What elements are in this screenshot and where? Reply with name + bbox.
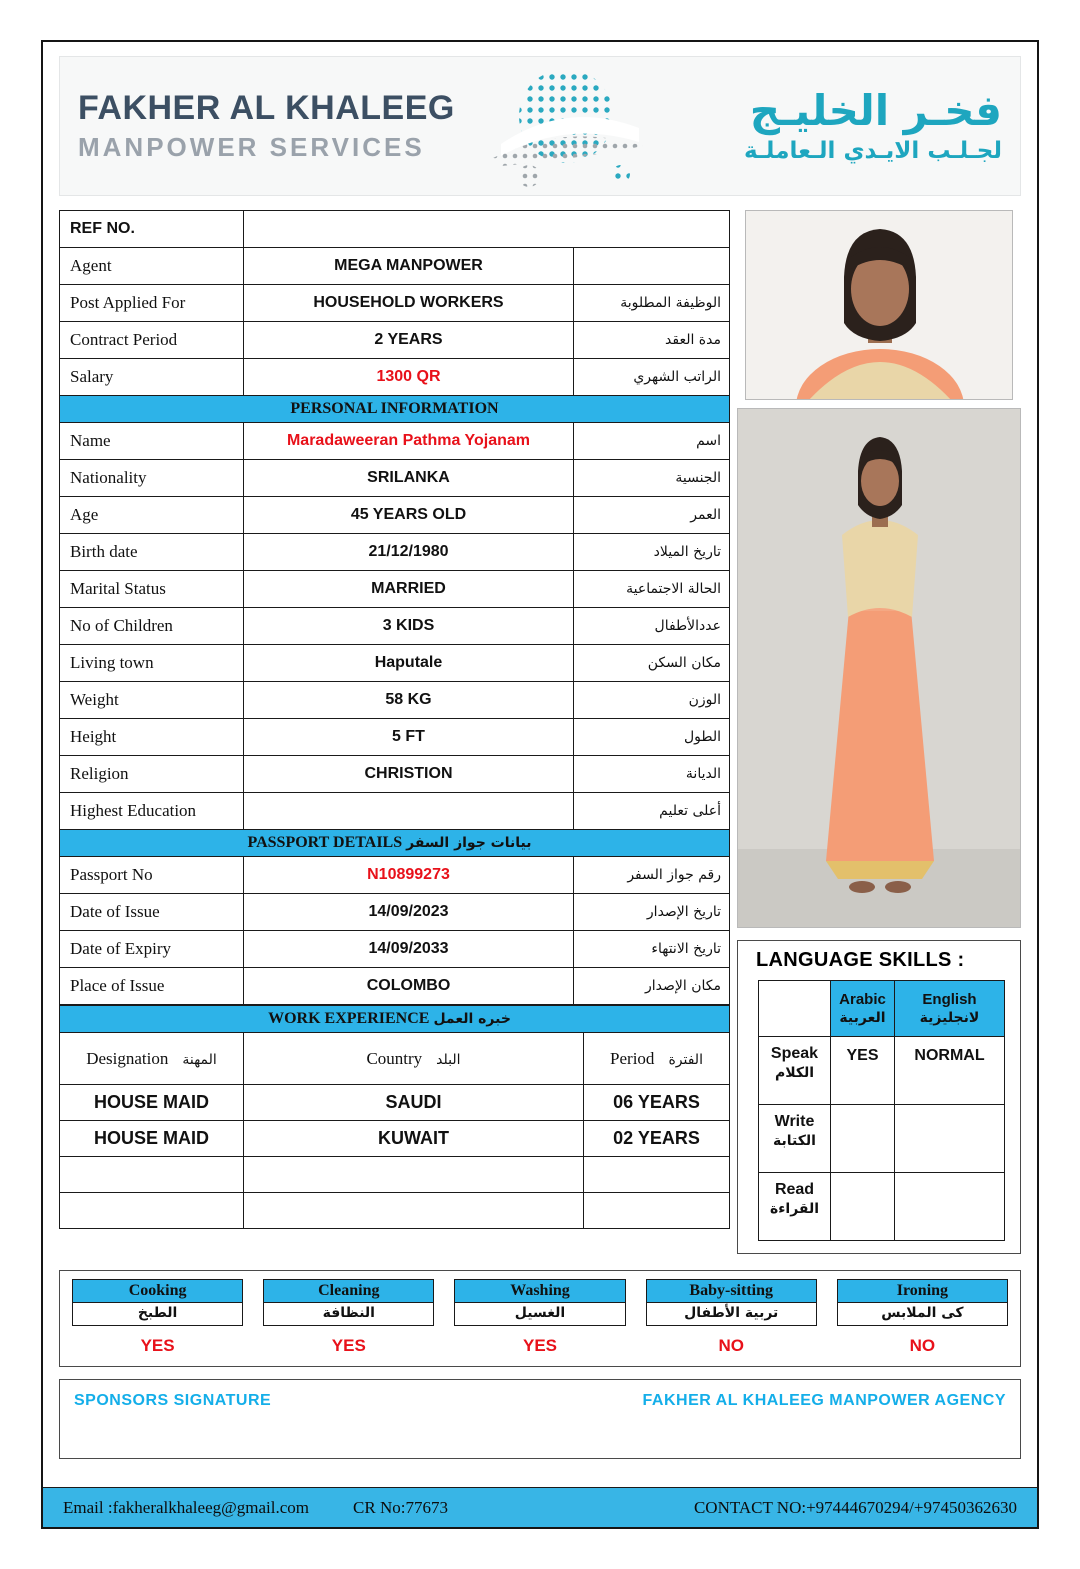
personal-rows: [60, 423, 730, 830]
work-country: [244, 1157, 584, 1193]
field-label-arabic: الوزن: [574, 682, 730, 719]
skill-value: YES: [522, 1336, 558, 1355]
field-label-arabic: تاريخ الانتهاء: [574, 931, 730, 968]
field-label-arabic: تاريخ الإصدار: [574, 894, 730, 931]
skill-name-arabic: الغسيل: [454, 1303, 625, 1326]
field-label: Agent: [60, 248, 244, 285]
work-experience-row: [60, 1193, 730, 1229]
table-row: [60, 359, 730, 396]
signature-section: [59, 1379, 1021, 1459]
field-value: N10899273: [244, 857, 574, 894]
table-row: [60, 719, 730, 756]
table-row: [60, 894, 730, 931]
language-column-english: English لانجليزية: [895, 981, 1005, 1037]
table-row: [60, 534, 730, 571]
field-value: HOUSEHOLD WORKERS: [244, 285, 574, 322]
work-period: [584, 1193, 730, 1229]
candidate-headshot-photo: [745, 210, 1013, 400]
field-label: Birth date: [60, 534, 244, 571]
field-label: Date of Issue: [60, 894, 244, 931]
language-table-corner: [759, 981, 831, 1037]
agency-name: FAKHER AL KHALEEG: [78, 89, 455, 127]
table-row: [60, 497, 730, 534]
field-label: No of Children: [60, 608, 244, 645]
field-label: Living town: [60, 645, 244, 682]
field-label-arabic: الحالة الاجتماعية: [574, 571, 730, 608]
field-label-arabic: [574, 248, 730, 285]
skill-name: Washing: [454, 1279, 625, 1303]
contact-footer: [43, 1487, 1037, 1527]
language-skill-label: Write الكتابة: [759, 1105, 831, 1173]
skill-name: Ironing: [837, 1279, 1008, 1303]
field-label: Age: [60, 497, 244, 534]
field-label-arabic: الطول: [574, 719, 730, 756]
top-rows: [60, 248, 730, 396]
skill-name-arabic: كى الملابس: [837, 1303, 1008, 1326]
table-row: [60, 857, 730, 894]
skill-value: YES: [331, 1336, 366, 1355]
dotted-globe-icon: [471, 62, 651, 190]
field-value: 2 YEARS: [244, 322, 574, 359]
work-period: 06 YEARS: [584, 1085, 730, 1121]
photo-column: [737, 210, 1021, 1254]
skill-column: [72, 1279, 243, 1364]
passport-rows: [60, 857, 730, 1005]
work-country: SAUDI: [244, 1085, 584, 1121]
language-skill-label: Speak الكلام: [759, 1037, 831, 1105]
table-row: [60, 793, 730, 830]
field-label-arabic: تاريخ الميلاد: [574, 534, 730, 571]
field-label-arabic: مكان السكن: [574, 645, 730, 682]
sponsors-signature-label: SPONSORS SIGNATURE: [74, 1392, 272, 1409]
work-header-period: Period الفترة: [584, 1033, 730, 1085]
field-value: CHRISTION: [244, 756, 574, 793]
main-content: [59, 210, 1021, 1254]
field-label-arabic: الجنسية: [574, 460, 730, 497]
work-header-designation: Designation المهنة: [60, 1033, 244, 1085]
language-skills-title: LANGUAGE SKILLS :: [756, 949, 965, 971]
work-period: [584, 1157, 730, 1193]
ref-no-row: [60, 211, 730, 248]
table-row: [60, 460, 730, 497]
field-label-arabic: مكان الإصدار: [574, 968, 730, 1005]
write-english-value: [895, 1105, 1005, 1173]
section-header-work: [60, 1006, 730, 1033]
work-rows: [60, 1085, 730, 1229]
work-period: 02 YEARS: [584, 1121, 730, 1157]
agency-logo-english: [78, 89, 455, 163]
language-row-speak: [759, 1037, 1005, 1105]
field-value: 45 YEARS OLD: [244, 497, 574, 534]
agency-header: [59, 56, 1021, 196]
field-value: 5 FT: [244, 719, 574, 756]
work-header-country: Country البلد: [244, 1033, 584, 1085]
work-experience-row: [60, 1157, 730, 1193]
field-value: Haputale: [244, 645, 574, 682]
agency-tagline-arabic: لجـلـب الايـدي الـعاملـة: [744, 138, 1002, 165]
field-label: Salary: [60, 359, 244, 396]
field-label-arabic: اسم: [574, 423, 730, 460]
language-skill-label: Read القراءة: [759, 1173, 831, 1241]
read-arabic-value: [831, 1173, 895, 1241]
table-row: [60, 968, 730, 1005]
work-designation: [60, 1193, 244, 1229]
field-label: Place of Issue: [60, 968, 244, 1005]
skill-name: Cooking: [72, 1279, 243, 1303]
skill-column: [646, 1279, 817, 1364]
write-arabic-value: [831, 1105, 895, 1173]
field-label-arabic: أعلى تعليم: [574, 793, 730, 830]
field-label-arabic: رقم جواز السفر: [574, 857, 730, 894]
skill-column: [263, 1279, 434, 1364]
field-value: 1300 QR: [244, 359, 574, 396]
language-column-arabic: Arabic العربية: [831, 981, 895, 1037]
field-value: MEGA MANPOWER: [244, 248, 574, 285]
field-label-arabic: الديانة: [574, 756, 730, 793]
applicant-info-table: [59, 210, 730, 1005]
field-label: Passport No: [60, 857, 244, 894]
skill-value: NO: [718, 1336, 744, 1355]
work-experience-table: [59, 1005, 730, 1229]
ref-no-value: [244, 211, 730, 248]
candidate-full-body-photo: [737, 408, 1021, 928]
field-label: Religion: [60, 756, 244, 793]
field-value: SRILANKA: [244, 460, 574, 497]
field-value: 14/09/2033: [244, 931, 574, 968]
household-skills-strip: [59, 1270, 1021, 1367]
field-label-arabic: العمر: [574, 497, 730, 534]
footer-contact-number: CONTACT NO:+97444670294/+97450362630: [693, 1497, 1017, 1517]
field-label-arabic: الوظيفة المطلوبة: [574, 285, 730, 322]
field-value: Maradaweeran Pathma Yojanam: [244, 423, 574, 460]
work-designation: [60, 1157, 244, 1193]
language-row-write: [759, 1105, 1005, 1173]
work-designation: HOUSE MAID: [60, 1085, 244, 1121]
language-skills-table: [758, 980, 1005, 1241]
skill-name-arabic: تربية الأطفال: [646, 1303, 817, 1326]
field-label: Highest Education: [60, 793, 244, 830]
skill-name-arabic: النظافة: [263, 1303, 434, 1326]
field-value: 21/12/1980: [244, 534, 574, 571]
field-label: Date of Expiry: [60, 931, 244, 968]
field-label-arabic: عددالأطفال: [574, 608, 730, 645]
language-header-row: [759, 981, 1005, 1037]
section-title-arabic: خبره العمل: [433, 1011, 511, 1027]
section-title: PASSPORT DETAILS: [247, 834, 403, 851]
agency-logo-arabic: [672, 85, 1002, 165]
skill-column: [837, 1279, 1008, 1364]
work-table-header-row: [60, 1033, 730, 1085]
table-row: [60, 608, 730, 645]
field-label: Weight: [60, 682, 244, 719]
language-row-read: [759, 1173, 1005, 1241]
table-row: [60, 756, 730, 793]
skill-value: YES: [140, 1336, 175, 1355]
agency-signature-label: FAKHER AL KHALEEG MANPOWER AGENCY: [642, 1392, 1006, 1409]
skill-name: Baby-sitting: [646, 1279, 817, 1303]
field-label: Post Applied For: [60, 285, 244, 322]
footer-email: Email :fakheralkhaleeg@gmail.com: [63, 1497, 310, 1517]
work-designation: HOUSE MAID: [60, 1121, 244, 1157]
cv-document-page: [41, 40, 1039, 1529]
field-value: 3 KIDS: [244, 608, 574, 645]
speak-arabic-value: YES: [831, 1037, 895, 1105]
work-experience-row: [60, 1121, 730, 1157]
agency-name-arabic: فخـر الخليـج: [749, 85, 1002, 135]
work-country: KUWAIT: [244, 1121, 584, 1157]
language-skills-section: [737, 940, 1021, 1254]
section-header-passport: [60, 830, 730, 857]
field-label: Nationality: [60, 460, 244, 497]
field-label-arabic: مدة العقد: [574, 322, 730, 359]
speak-english-value: NORMAL: [895, 1037, 1005, 1105]
field-label-arabic: الراتب الشهري: [574, 359, 730, 396]
table-row: [60, 931, 730, 968]
footer-cr-number: CR No:77673: [353, 1497, 448, 1517]
table-row: [60, 322, 730, 359]
table-row: [60, 285, 730, 322]
skill-value: NO: [909, 1336, 936, 1355]
agency-tagline: MANPOWER SERVICES: [78, 132, 425, 162]
table-row: [60, 571, 730, 608]
field-value: [244, 793, 574, 830]
skill-name: Cleaning: [263, 1279, 434, 1303]
field-label: Height: [60, 719, 244, 756]
table-row: [60, 423, 730, 460]
skill-name-arabic: الطبخ: [72, 1303, 243, 1326]
field-value: MARRIED: [244, 571, 574, 608]
field-label: Marital Status: [60, 571, 244, 608]
work-country: [244, 1193, 584, 1229]
work-experience-row: [60, 1085, 730, 1121]
field-label: Contract Period: [60, 322, 244, 359]
field-value: COLOMBO: [244, 968, 574, 1005]
ref-no-label: REF NO.: [60, 211, 244, 248]
info-column: [59, 210, 729, 1254]
field-value: 58 KG: [244, 682, 574, 719]
section-title-arabic: بيانات جواز السفر: [406, 835, 532, 851]
field-value: 14/09/2023: [244, 894, 574, 931]
section-title: PERSONAL INFORMATION: [290, 400, 499, 417]
table-row: [60, 682, 730, 719]
field-label: Name: [60, 423, 244, 460]
section-title: WORK EXPERIENCE: [268, 1010, 430, 1027]
section-header-personal: [60, 396, 730, 423]
skill-column: [454, 1279, 625, 1364]
read-english-value: [895, 1173, 1005, 1241]
table-row: [60, 248, 730, 285]
table-row: [60, 645, 730, 682]
